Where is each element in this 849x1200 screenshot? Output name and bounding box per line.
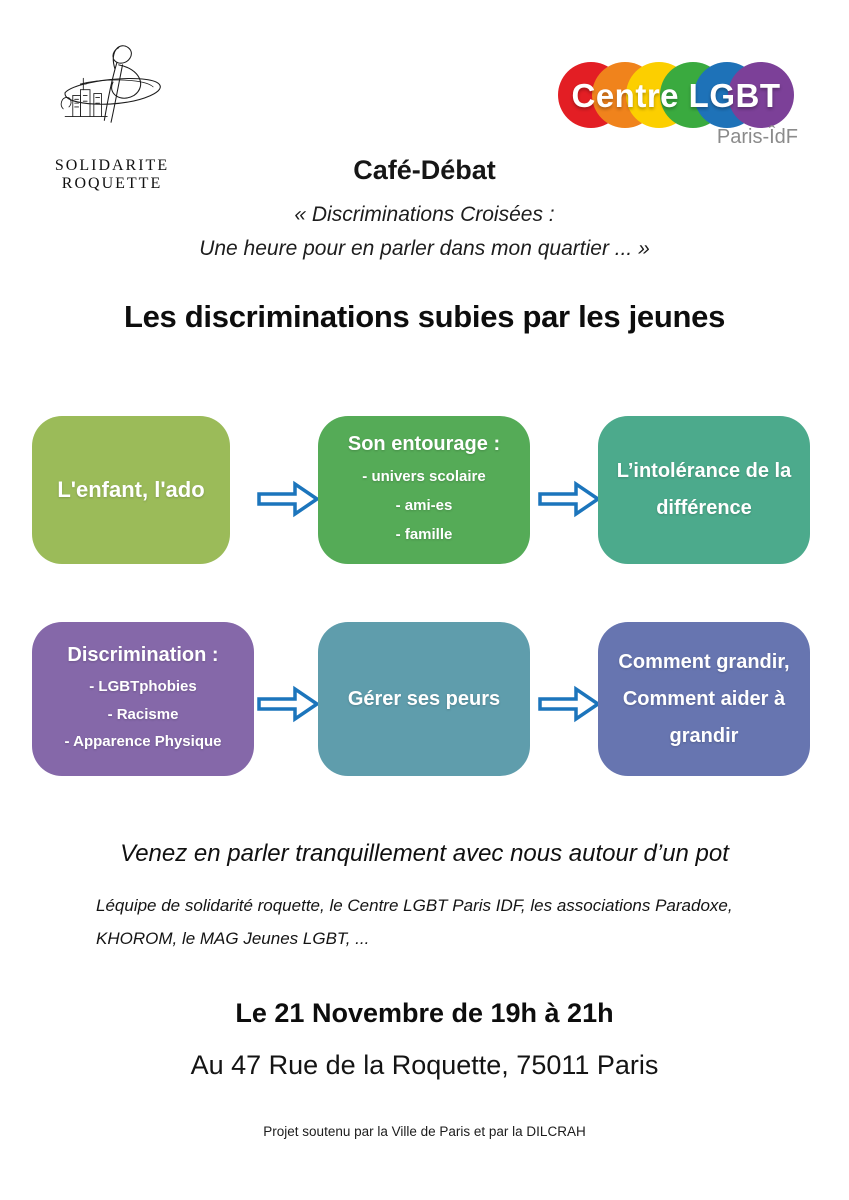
invitation-line: Venez en parler tranquillement avec nous autour d’un pot	[120, 840, 729, 867]
right-arrow-icon	[256, 684, 320, 724]
diagram-box-item: - famille	[395, 526, 453, 544]
diagram-box-intolerance	[598, 416, 810, 564]
diagram-box-title: Comment grandir, Comment aider à grandir	[618, 650, 790, 747]
main-heading: Les discriminations subies par les jeunes	[123, 299, 726, 334]
event-type-title: Café-Débat	[353, 155, 496, 185]
event-address: Au 47 Rue de la Roquette, 75011 Paris	[190, 1050, 659, 1080]
diagram-box-title: L’intolérance de la différence	[616, 460, 792, 519]
solidarite-logo-text-line2: ROQUETTE	[61, 174, 163, 192]
diagram-box-comment-grandir	[598, 622, 810, 776]
event-date: Le 21 Novembre de 19h à 21h	[235, 998, 614, 1028]
centre-lgbt-logo-text: Centre LGBT	[571, 77, 781, 114]
diagram-box-item: - LGBTphobies	[89, 677, 197, 695]
diagram-box-item: - univers scolaire	[362, 467, 486, 485]
diagram-box-title: Son entourage :	[347, 432, 501, 455]
support-credit: Projet soutenu par la Ville de Paris et par la DILCRAH	[263, 1124, 586, 1139]
right-arrow-icon	[537, 479, 601, 519]
centre-lgbt-logo-subtext: Paris-ÎdF	[716, 126, 798, 148]
event-subtitle-line1: « Discriminations Croisées :	[294, 203, 555, 226]
diagram-box-item: - Apparence Physique	[64, 733, 222, 751]
diagram-box-enfant-ado	[32, 416, 230, 564]
solidarite-logo-text-line1: SOLIDARITE	[54, 157, 170, 174]
diagram-box-title: Gérer ses peurs	[347, 687, 501, 710]
diagram-box-item: - ami-es	[395, 496, 453, 514]
diagram-box-item: - Racisme	[107, 705, 179, 723]
centre-lgbt-logo	[556, 58, 806, 158]
diagram-box-title: Discrimination :	[67, 643, 219, 666]
organizations-text	[96, 889, 776, 955]
diagram-box-entourage	[318, 416, 530, 564]
diagram-box-discrimination	[32, 622, 254, 776]
diagram-box-title: L'enfant, l'ado	[57, 477, 205, 503]
right-arrow-icon	[256, 479, 320, 519]
event-subtitle-line2: Une heure pour en parler dans mon quartier ... »	[199, 237, 650, 260]
organizations-line2: KHOROM, le MAG Jeunes LGBT, ...	[96, 929, 370, 949]
solidarite-roquette-sketch-icon	[48, 137, 176, 154]
organizations-line1: Léquipe de solidarité roquette, le Centre LGBT Paris IDF, les associations Paradoxe,	[96, 896, 733, 915]
right-arrow-icon	[537, 684, 601, 724]
diagram-box-gerer-peurs	[318, 622, 530, 776]
